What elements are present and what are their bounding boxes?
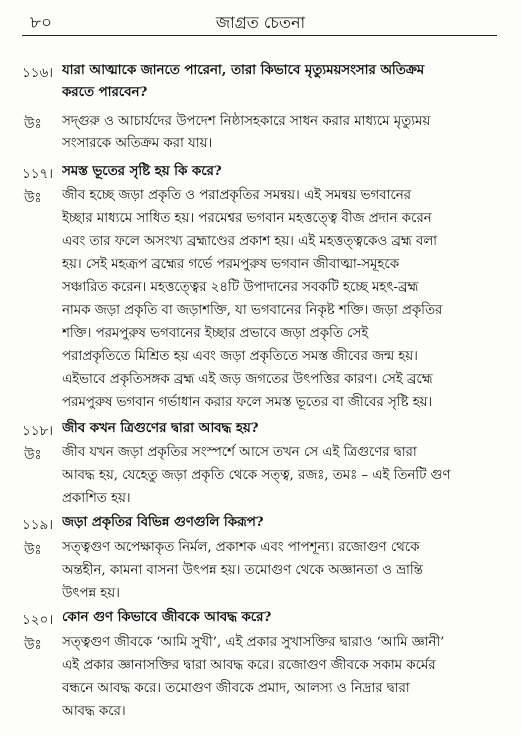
question-line: করতে পারবেন? (62, 85, 148, 100)
header-rule (22, 35, 497, 36)
answer-line: এইভাবে প্রকৃতিসঙ্গক ব্রহ্ম এই জড় জগতের উৎপত্তির কারণ। সেই ব্রহ্মে (62, 372, 433, 387)
answer-label: উঃ (24, 542, 42, 558)
answer-label: উঃ (24, 637, 42, 653)
answer-line: শক্তি। পরমপুরুষ ভগবানের ইচ্ছার প্রভাবে জড়া প্রকৃতি সেই (62, 326, 369, 341)
question-line: সমস্ত ভূতের সৃষ্টি হয় কি করে? (62, 164, 222, 179)
question-line: জড়া প্রকৃতির বিভিন্ন গুণগুলি কিরূপ? (62, 515, 264, 530)
answer-line: সদ্গুরু ও আচার্যদের উপদেশ নিষ্ঠাসহকারে সাধন করার মাধ্যমে মৃত্যুময় (62, 114, 431, 129)
answer-line: এবং তার ফলে অসংখ্য ব্রহ্মাণ্ডের প্রকাশ হয়। এই মহত্তত্ত্বকেও ব্রহ্ম বলা (62, 234, 438, 249)
answer-line: অন্তহীন, কামনা বাসনা উৎপন্ন হয়। তমোগুণ থেকে অজ্ঞানতা ও ভ্রান্তি (62, 563, 423, 578)
running-title: জাগ্রত চেতনা (215, 13, 306, 32)
answer-line: জীব হচ্ছে জড়া প্রকৃতি ও পরাপ্রকৃতির সমন্বয়। এই সমন্বয় ভগবানের (62, 188, 411, 203)
question-number: ১১৬। (22, 65, 54, 81)
question-number: ১২০। (22, 612, 54, 628)
question-line: যারা আত্মাকে জানতে পারেনা, তারা কিভাবে মৃত্যুময়সংসার অতিক্রম (62, 63, 425, 78)
question-number: ১১৮। (22, 423, 54, 439)
question-line: জীব কখন ত্রিগুণের দ্বারা আবদ্ধ হয়? (62, 421, 259, 436)
answer-label: উঃ (24, 116, 42, 132)
answer-line: হয়। সেই মহত্রূপ ব্রহ্মের গর্ভে পরমপুরুষ ভগবান জীবাত্মা-সমূহকে (62, 257, 400, 272)
answer-line: উৎপন্ন হয়। (62, 586, 120, 601)
question-number: ১১৭। (22, 166, 54, 182)
answer-label: উঃ (24, 447, 42, 463)
answer-line: সত্ত্বগুণ জীবকে ‘আমি সুখী’, এই প্রকার সুখাসক্তির দ্বারাও ‘আমি জ্ঞানী’ (62, 635, 445, 650)
answer-line: আবদ্ধ করে। (62, 704, 126, 719)
answer-line: আবদ্ধ হয়, যেহেতু জড়া প্রকৃতি থেকে সত্ত্ব, রজঃ, তমঃ – এই তিনটি গুণ (62, 468, 451, 483)
question-line: কোন গুণ কিভাবে জীবকে আবদ্ধ করে? (62, 610, 272, 625)
page-number: ৮০ (30, 13, 53, 33)
answer-line: পরমপুরুষ ভগবান গর্ভাধান করার ফলে সমস্ত ভূতের বা জীবের সৃষ্টি হয়। (62, 395, 433, 410)
answer-line: জীব যখন জড়া প্রকৃতির সংস্পর্শে আসে তখন সে এই ত্রিগুণের দ্বারা (62, 445, 417, 460)
answer-line: সঞ্চারিত করেন। মহত্তত্ত্বের ২৪টি উপাদানের সবকটি হচ্ছে মহৎ-ব্রহ্ম (62, 280, 419, 295)
page-header (0, 8, 521, 38)
answer-line: সত্ত্বগুণ অপেক্ষাকৃত নির্মল, প্রকাশক এবং পাপশূন্য। রজোগুণ থেকে (62, 540, 420, 555)
answer-line: বন্ধনে আবদ্ধ করে। তমোগুণ জীবকে প্রমাদ, আলস্য ও নিদ্রার দ্বারা (62, 681, 410, 696)
answer-label: উঃ (24, 190, 42, 206)
answer-line: সংসারকে অতিক্রম করা যায়। (62, 136, 213, 151)
answer-line: এই প্রকার জ্ঞানাসক্তির দ্বারা আবদ্ধ করে। রজোগুণ জীবকে সকাম কর্মের (62, 658, 436, 673)
answer-line: নামক জড়া প্রকৃতি বা জড়াশক্তি, যা ভগবানের নিকৃষ্ট শক্তি। জড়া প্রকৃতির (62, 303, 443, 318)
question-number: ১১৯। (22, 517, 54, 533)
answer-line: পরাপ্রকৃতিতে মিশ্রিত হয় এবং জড়া প্রকৃতিতে সমস্ত জীবের জন্ম হয়। (62, 349, 418, 364)
answer-line: প্রকাশিত হয়। (62, 491, 131, 506)
answer-line: ইচ্ছার মাধ্যমে সাধিত হয়। পরমেশ্বর ভগবান মহত্তত্ত্বে বীজ প্রদান করেন (62, 211, 432, 226)
